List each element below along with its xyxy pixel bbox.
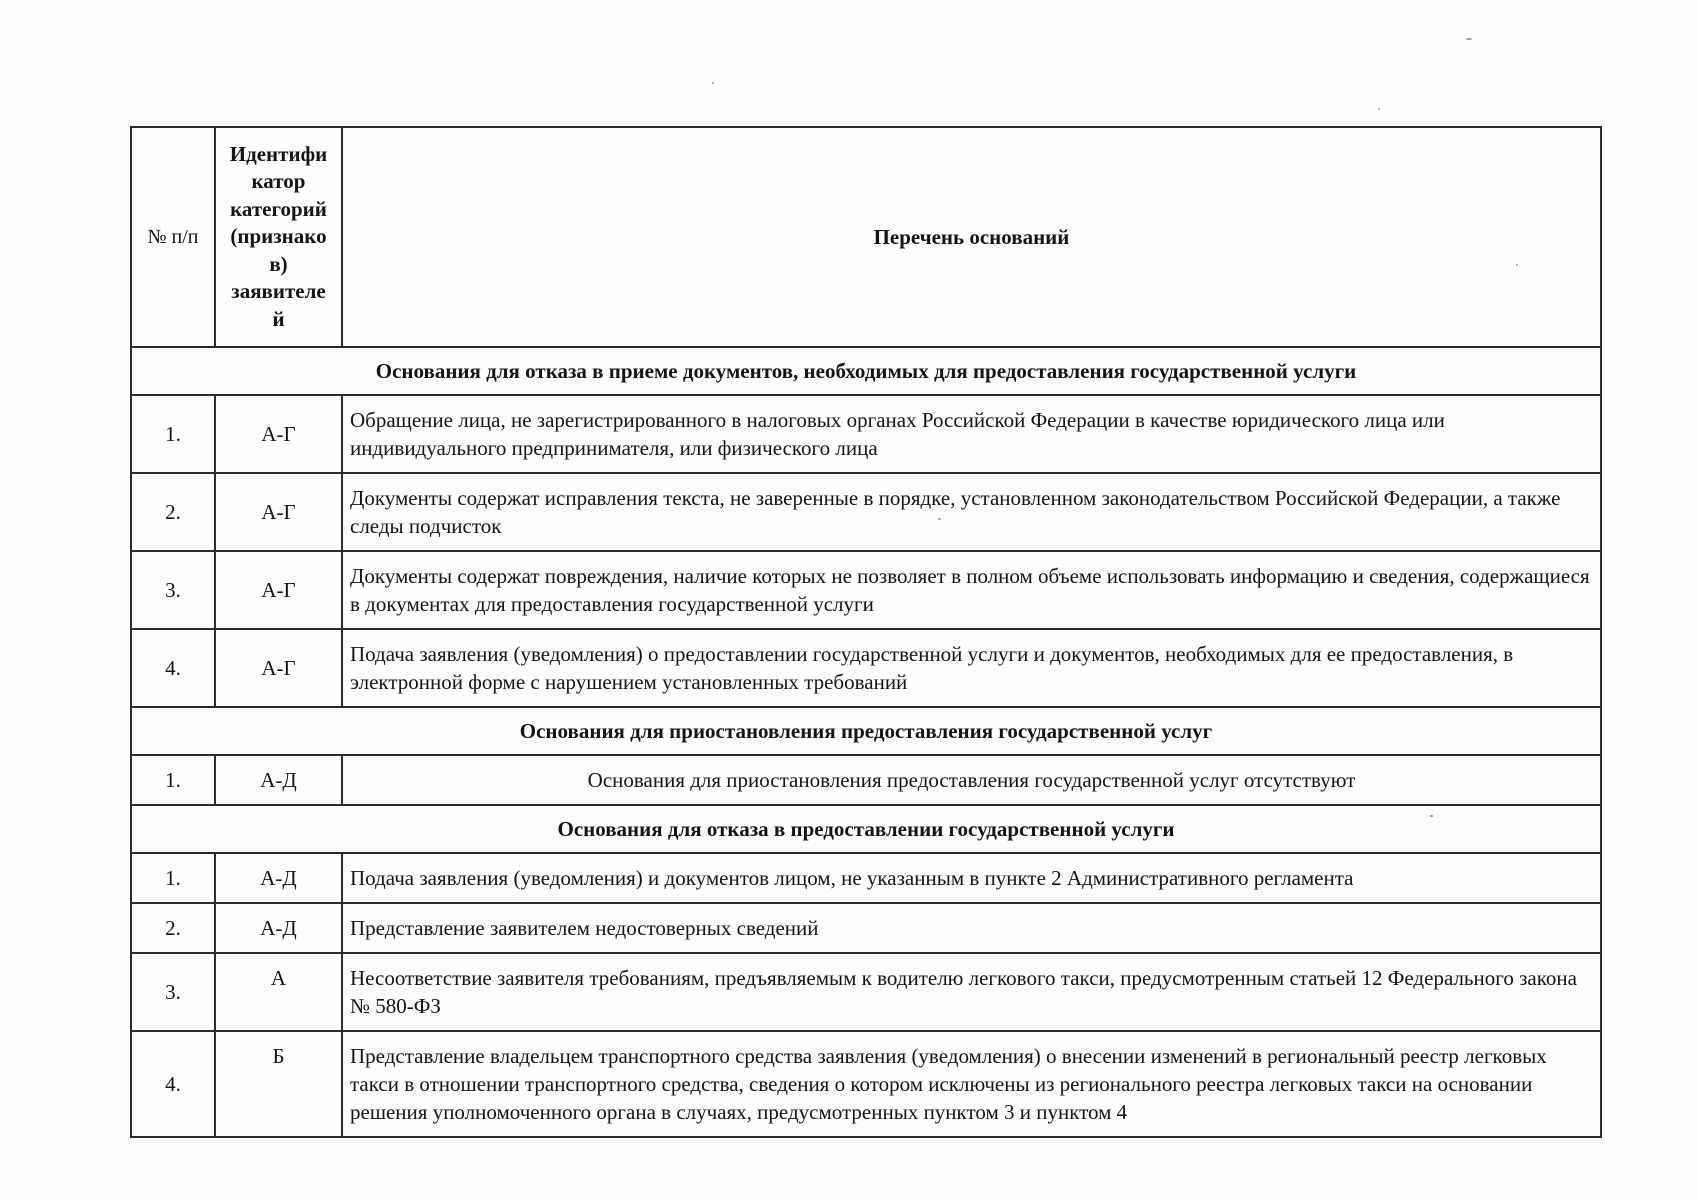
grounds-table	[130, 126, 1602, 1138]
header-identifier-line: в)	[269, 251, 288, 276]
row-number: 1.	[131, 755, 215, 805]
row-description: Представление владельцем транспортного средства заявления (уведомления) о внесении изменений в региональный реестр легковых такси в отношении транспортного средства, сведения о котором исключены из регионального реестра легковых такси на основании решения уполномоченного органа в случаях, предусмотренных пунктом 3 и пунктом 4	[342, 1031, 1601, 1137]
header-identifier-line: (признако	[230, 224, 327, 249]
table-row	[131, 755, 1601, 805]
row-number: 2.	[131, 903, 215, 953]
row-category-id: А-Г	[215, 473, 342, 551]
row-number: 4.	[131, 1031, 215, 1137]
table-row	[131, 903, 1601, 953]
row-category-id: А-Д	[215, 853, 342, 903]
section-title: Основания для отказа в предоставлении государственной услуги	[131, 805, 1601, 853]
row-description: Представление заявителем недостоверных сведений	[342, 903, 1601, 953]
scan-speck	[1466, 38, 1472, 40]
row-category-id: А-Д	[215, 903, 342, 953]
row-category-id: А	[215, 953, 342, 1031]
row-description: Подача заявления (уведомления) и документов лицом, не указанным в пункте 2 Административного регламента	[342, 853, 1601, 903]
row-category-id: А-Д	[215, 755, 342, 805]
section-title: Основания для отказа в приеме документов, необходимых для предоставления государственной услуги	[131, 347, 1601, 395]
row-description: Подача заявления (уведомления) о предоставлении государственной услуги и документов, необходимых для ее предоставления, в электронной форме с нарушением установленных требований	[342, 629, 1601, 707]
table-row	[131, 551, 1601, 629]
table-row	[131, 953, 1601, 1031]
table-row	[131, 1031, 1601, 1137]
row-number: 2.	[131, 473, 215, 551]
header-identifier-line: Идентифи	[229, 141, 328, 166]
row-number: 1.	[131, 395, 215, 473]
header-identifier-line: катор	[251, 169, 306, 194]
row-category-id: А-Г	[215, 395, 342, 473]
row-description: Обращение лица, не зарегистрированного в налоговых органах Российской Федерации в качестве юридического лица или индивидуального предпринимателя, или физического лица	[342, 395, 1601, 473]
header-identifier-line: заявителе	[231, 279, 326, 304]
row-description: Несоответствие заявителя требованиям, предъявляемым к водителю легкового такси, предусмотренным статьей 12 Федерального закона № 580-ФЗ	[342, 953, 1601, 1031]
header-identifier-line: категорий	[230, 196, 327, 221]
header-identifier-line: й	[272, 306, 285, 331]
row-number: 1.	[131, 853, 215, 903]
section-row-refusal-service	[131, 805, 1601, 853]
header-list-of-grounds: Перечень оснований	[342, 127, 1601, 347]
header-number: № п/п	[131, 127, 215, 347]
section-row-refusal-acceptance	[131, 347, 1601, 395]
table-row	[131, 395, 1601, 473]
table-row	[131, 629, 1601, 707]
row-description: Основания для приостановления предоставления государственной услуг отсутствуют	[342, 755, 1601, 805]
header-identifier	[215, 127, 342, 347]
row-number: 3.	[131, 551, 215, 629]
row-category-id: А-Г	[215, 551, 342, 629]
section-row-suspension	[131, 707, 1601, 755]
row-category-id: Б	[215, 1031, 342, 1137]
table-row	[131, 473, 1601, 551]
table-header-row	[131, 127, 1601, 347]
table-row	[131, 853, 1601, 903]
scan-speck	[712, 82, 714, 84]
scan-speck	[1378, 108, 1380, 110]
row-number: 4.	[131, 629, 215, 707]
row-number: 3.	[131, 953, 215, 1031]
section-title: Основания для приостановления предоставления государственной услуг	[131, 707, 1601, 755]
row-description: Документы содержат повреждения, наличие которых не позволяет в полном объеме использовать информацию и сведения, содержащиеся в документах для предоставления государственной услуги	[342, 551, 1601, 629]
row-description: Документы содержат исправления текста, не заверенные в порядке, установленном законодательством Российской Федерации, а также следы подчисток	[342, 473, 1601, 551]
row-category-id: А-Г	[215, 629, 342, 707]
